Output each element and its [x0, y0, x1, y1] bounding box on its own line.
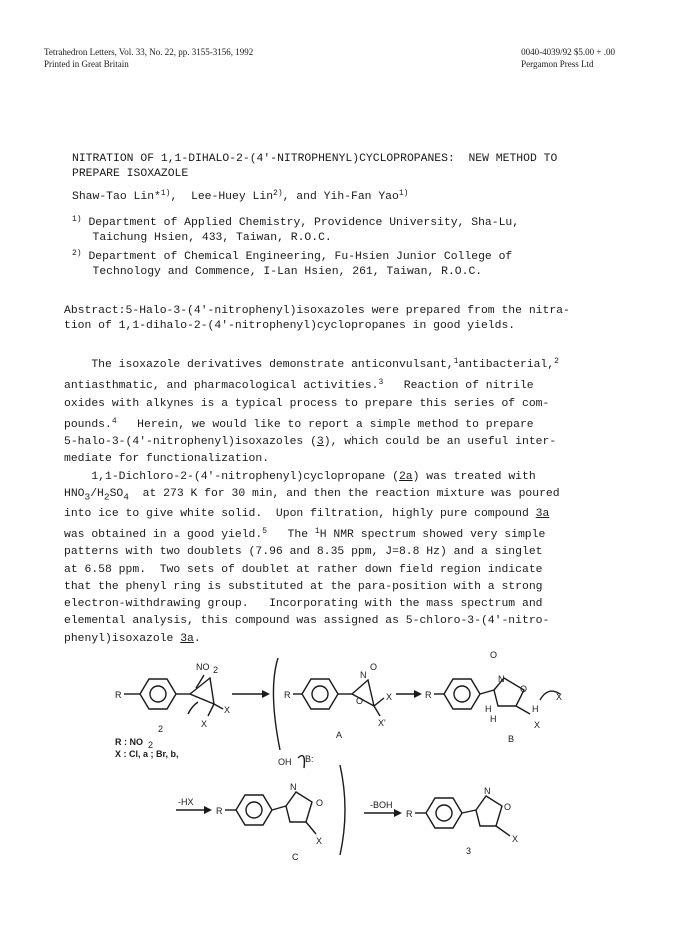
halogen-label: X: [512, 834, 519, 844]
body-text-run: patterns with two doublets (7.96 and 8.35 ppm, J=8.8 Hz) and a singlet: [64, 546, 543, 559]
halogen-label: X: [316, 836, 323, 846]
affil-1-line-2: Taichung Hsien, 433, Taiwan, R.O.C.: [72, 232, 332, 244]
author-1-affil: 1): [160, 189, 171, 198]
product-3-structure: [406, 786, 518, 856]
hydrogen-label: H: [490, 714, 497, 724]
body-text-run: elemental analysis, this compound was assigned as 5-chloro-3-(4'-nitro-: [64, 615, 550, 628]
elimination-boh-label: -BOH: [370, 800, 393, 810]
publisher: Pergamon Press Ltd: [521, 59, 594, 69]
halogen-label: X: [386, 692, 393, 702]
compound-2-structure: [115, 662, 230, 759]
issn-price: 0040-4039/92 $5.00 + .00: [521, 47, 615, 57]
nitrogen-label: N: [360, 670, 367, 680]
compound-ref: 3: [316, 436, 324, 449]
compound-label-a: A: [336, 730, 343, 740]
compound-label-c: C: [292, 852, 299, 862]
body-text-run: pounds.: [64, 418, 112, 431]
author-list: [72, 186, 408, 205]
subscript: 4: [123, 491, 129, 503]
halogen-label: X: [224, 705, 231, 715]
nitronium-subscript: 2: [213, 665, 219, 675]
legend-r: R : NO: [115, 737, 143, 747]
citation-marker: 2: [554, 357, 559, 366]
body-text-run: at 273 K for 30 min, and then the reaction mixture was poured: [128, 488, 560, 501]
body-text-run: phenyl)isoxazole: [64, 632, 181, 645]
body-text-run: into ice to give white solid. Upon filtration, highly pure compound: [64, 507, 536, 520]
body-text: [64, 353, 560, 648]
r-group-label: R: [115, 690, 122, 700]
body-text-run: The isoxazole derivatives demonstrate anticonvulsant,: [64, 359, 454, 371]
body-text-run: HNO: [64, 488, 85, 501]
citation-marker: 1: [453, 357, 459, 366]
r-group-label: R: [284, 690, 291, 700]
title-line-1: NITRATION OF 1,1-DIHALO-2-(4'-NITROPHENYL)CYCLOPROPANES: NEW METHOD TO: [72, 153, 558, 165]
body-text-run: ) was treated with: [412, 470, 536, 483]
body-text-run: antiasthmatic, and pharmacological activities.: [64, 380, 379, 393]
journal-header-left: [44, 46, 253, 70]
body-text-run: Reaction of nitrile: [383, 380, 534, 393]
superscript: 1: [314, 526, 320, 536]
journal-citation: Tetrahedron Letters, Vol. 33, No. 22, pp. 3155-3156, 1992: [44, 47, 254, 57]
r-group-label: R: [425, 690, 432, 700]
journal-header-right: [521, 46, 615, 70]
abstract-line-1: Abstract:5-Halo-3-(4'-nitrophenyl)isoxazoles were prepared from the nitra-: [64, 305, 570, 317]
oxygen-label: O: [316, 798, 324, 808]
intermediate-b-structure: [425, 650, 562, 744]
affil-marker-1: 1): [72, 215, 82, 224]
intermediate-a-structure: [284, 662, 392, 740]
body-text-run: /H: [90, 488, 104, 501]
body-text-run: ), which could be an useful inter-: [323, 436, 557, 449]
r-group-label: R: [216, 806, 223, 816]
body-text-run: that the phenyl ring is substituted at the para-position with a strong: [64, 580, 543, 593]
nitrogen-label: N: [498, 674, 505, 684]
arrowhead: [394, 809, 402, 817]
body-text-run: mediate for functionalization.: [64, 453, 270, 466]
compound-label-2: 2: [158, 724, 164, 734]
hydroxyl-label: OH: [278, 757, 292, 767]
author-sep-2: , and: [282, 191, 324, 203]
oxygen-label: O: [356, 696, 364, 706]
compound-label-b: B: [508, 734, 515, 744]
legend-x: X : Cl, a ; Br, b,: [115, 749, 179, 759]
halogen-label: X: [534, 720, 541, 730]
intermediate-bracket-close: [340, 765, 345, 855]
oxygen-label: O: [490, 650, 498, 660]
halogen-label: X: [201, 719, 208, 729]
affil-2-line-1: Department of Chemical Engineering, Fu-Hsien Junior College of: [81, 251, 513, 263]
author-sep-1: ,: [170, 191, 191, 203]
nitrogen-label: N: [290, 782, 297, 792]
compound-ref: 3a: [535, 507, 550, 520]
elimination-hx-label: -HX: [178, 797, 194, 807]
intermediate-c-structure: [216, 754, 323, 862]
printed-location: Printed in Great Britain: [44, 59, 129, 69]
halogen-label: X: [556, 692, 563, 702]
abstract-line-2: tion of 1,1-dihalo-2-(4'-nitrophenyl)cyclopropanes in good yields.: [64, 320, 516, 332]
reaction-scheme: [0, 650, 677, 920]
oxygen-label: O: [370, 662, 378, 672]
affil-marker-2: 2): [72, 249, 82, 258]
body-text-run: 5-halo-3-(4'-nitrophenyl)isoxazoles (: [64, 436, 317, 449]
body-text-run: electron-withdrawing group. Incorporating with the mass spectrum and: [64, 598, 543, 611]
author-2: Lee-Huey Lin: [191, 191, 274, 203]
body-text-run: H NMR spectrum showed very simple: [319, 528, 546, 541]
author-3: Yih-Fan Yao: [323, 191, 399, 203]
nitronium-label: NO: [196, 662, 210, 672]
subscript: 2: [103, 491, 110, 503]
body-text-run: antibacterial,: [458, 359, 555, 371]
body-text-run: 1,1-Dichloro-2-(4'-nitrophenyl)cyclopropane (: [64, 470, 399, 483]
body-text-run: .: [193, 632, 201, 645]
arrowhead: [204, 806, 212, 814]
legend-r-subscript: 2: [148, 740, 154, 750]
compound-ref: 3a: [180, 632, 194, 645]
body-text-run: Herein, we would like to report a simple method to prepare: [116, 418, 534, 431]
compound-ref: 2a: [398, 470, 413, 483]
subscript: 3: [84, 491, 91, 503]
affil-2-line-2: Technology and Commence, I-Lan Hsien, 261, Taiwan, R.O.C.: [72, 266, 483, 278]
hydrogen-label: H: [485, 704, 492, 714]
body-text-run: The: [267, 528, 315, 541]
nitrogen-label: N: [484, 786, 491, 796]
author-3-affil: 1): [398, 189, 409, 198]
citation-marker: 3: [378, 378, 384, 388]
body-text-run: SO: [109, 488, 124, 501]
title-line-2: PREPARE ISOXAZOLE: [72, 168, 189, 180]
oxygen-label: O: [520, 684, 528, 694]
author-1: Shaw-Tao Lin*: [72, 191, 161, 203]
citation-marker: 4: [111, 416, 117, 426]
compound-label-3: 3: [466, 846, 472, 856]
abstract: [64, 304, 570, 334]
arrowhead: [262, 690, 270, 698]
affil-1-line-1: Department of Applied Chemistry, Providence University, Sha-Lu,: [81, 217, 520, 229]
author-2-affil: 2): [273, 189, 283, 198]
paper-title: [72, 152, 557, 182]
r-group-label: R: [406, 809, 413, 819]
body-text-run: was obtained in a good yield.: [64, 528, 263, 541]
body-text-run: oxides with alkynes is a typical process to prepare this series of com-: [64, 397, 550, 410]
arrowhead: [414, 690, 422, 698]
oxygen-label: O: [504, 802, 512, 812]
halogen-label: X': [378, 718, 386, 728]
citation-marker: 5: [262, 526, 268, 536]
hydrogen-label: H: [532, 704, 539, 714]
intermediate-bracket-open: [273, 658, 280, 750]
body-text-run: at 6.58 ppm. Two sets of doublet at rather down field region indicate: [64, 563, 543, 576]
base-label: B:: [305, 754, 314, 764]
affiliations: [72, 212, 519, 280]
